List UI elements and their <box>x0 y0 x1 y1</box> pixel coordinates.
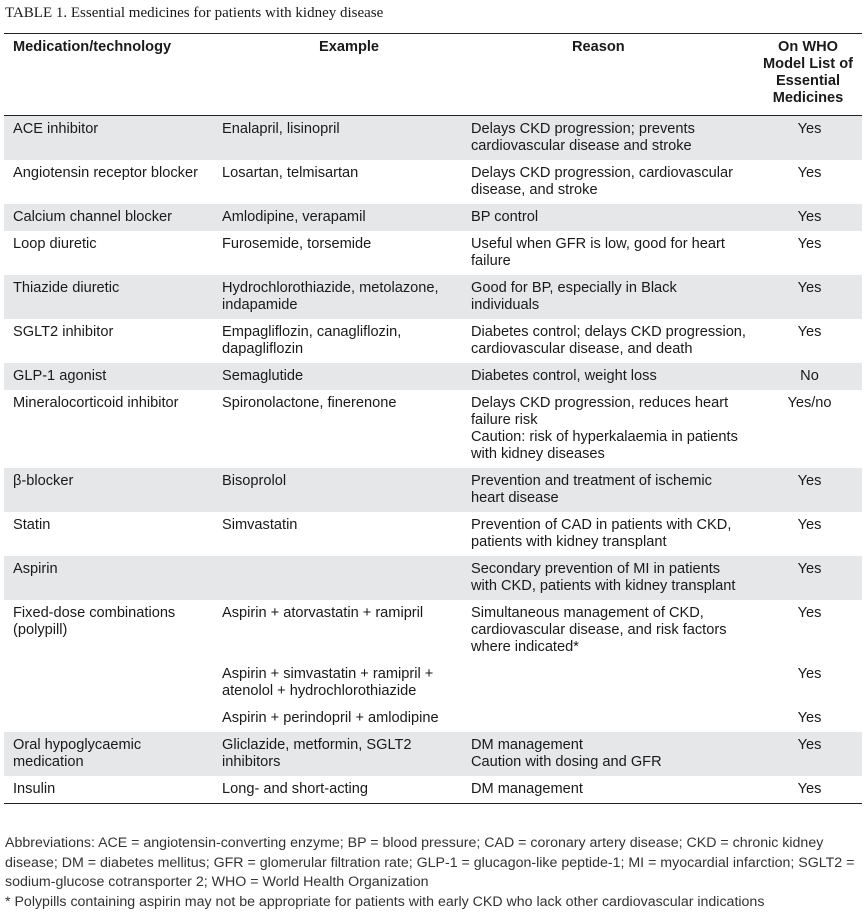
reason-cell: Useful when GFR is low, good for heart failure <box>471 236 725 269</box>
table-row <box>4 363 862 390</box>
medication-cell: ACE inhibitor <box>4 116 213 161</box>
medication-cell: Statin <box>13 517 51 533</box>
medication-cell: β-blocker <box>4 468 213 512</box>
who-cell: Yes <box>797 324 822 340</box>
who-cell: Yes <box>754 116 862 161</box>
header-medication: Medication/technology <box>4 34 213 116</box>
example-cell: Aspirin + perindopril + amlodipine <box>222 710 439 726</box>
medication-cell: Aspirin <box>4 556 213 600</box>
example-cell: Bisoprolol <box>213 468 462 512</box>
table-row <box>4 390 862 468</box>
who-cell: Yes <box>797 165 822 181</box>
table-row <box>4 732 862 776</box>
header-example: Example <box>213 34 462 116</box>
example-cell: Gliclazide, metformin, SGLT2 inhibitors <box>213 732 462 776</box>
who-cell: Yes <box>754 204 862 231</box>
example-cell <box>213 556 462 600</box>
who-cell: Yes <box>754 556 862 600</box>
medication-cell: Oral hypoglycaemic medication <box>4 732 213 776</box>
medication-cell: Angiotensin receptor blocker <box>13 165 198 181</box>
medication-cell: Insulin <box>4 776 213 804</box>
medication-cell <box>4 661 213 705</box>
table-row <box>4 231 862 275</box>
table-row <box>4 204 862 231</box>
medication-cell: GLP-1 agonist <box>4 363 213 390</box>
medication-cell: Mineralocorticoid inhibitor <box>13 395 179 411</box>
example-cell: Simvastatin <box>222 517 298 533</box>
reason-cell: Delays CKD progression, cardiovascular disease, and stroke <box>471 165 733 198</box>
polypill-footnote: * Polypills containing aspirin may not be appropriate for patients with early CKD who lack other cardiovascular indications <box>5 893 765 910</box>
who-cell: Yes <box>797 236 822 252</box>
example-cell: Losartan, telmisartan <box>222 165 359 181</box>
header-row <box>4 34 862 116</box>
who-cell: Yes <box>754 776 862 804</box>
reason-cell <box>462 732 754 776</box>
table-row <box>4 275 862 319</box>
header-reason: Reason <box>462 34 754 116</box>
example-cell: Hydrochlorothiazide, metolazone, indapamide <box>213 275 462 319</box>
example-cell: Aspirin + simvastatin + ramipril + atenolol + hydrochlorothiazide <box>222 666 434 699</box>
reason-cell <box>462 705 754 732</box>
table-row <box>4 600 862 661</box>
who-cell: No <box>754 363 862 390</box>
example-cell: Furosemide, torsemide <box>222 236 372 252</box>
table-caption: TABLE 1. Essential medicines for patients with kidney disease <box>5 5 384 21</box>
medicines-table <box>4 33 862 804</box>
table-row <box>4 319 862 363</box>
table-row <box>4 468 862 512</box>
reason-caution-line: Caution with dosing and GFR <box>471 754 662 770</box>
table-row <box>4 705 862 732</box>
reason-cell: Diabetes control; delays CKD progression, cardiovascular disease, and death <box>471 324 746 357</box>
medication-cell: Loop diuretic <box>13 236 97 252</box>
reason-cell: Good for BP, especially in Black individuals <box>462 275 754 319</box>
reason-cell: Diabetes control, weight loss <box>462 363 754 390</box>
who-cell: Yes <box>797 666 822 682</box>
who-cell: Yes/no <box>787 395 832 411</box>
header-who-list: On WHO Model List of Essential Medicines <box>754 34 862 116</box>
table-row <box>4 160 862 204</box>
reason-cell: Prevention and treatment of ischemic heart disease <box>462 468 754 512</box>
who-cell: Yes <box>754 468 862 512</box>
example-cell: Aspirin + atorvastatin + ramipril <box>222 605 424 621</box>
table-row <box>4 116 862 161</box>
example-cell: Spironolactone, finerenone <box>222 395 397 411</box>
example-cell: Long- and short-acting <box>213 776 462 804</box>
table-row <box>4 556 862 600</box>
example-cell: Enalapril, lisinopril <box>213 116 462 161</box>
reason-cell <box>462 661 754 705</box>
who-cell: Yes <box>797 710 822 726</box>
reason-cell: Secondary prevention of MI in patients with CKD, patients with kidney transplant <box>462 556 754 600</box>
medication-cell: Calcium channel blocker <box>4 204 213 231</box>
medication-cell: Thiazide diuretic <box>4 275 213 319</box>
example-cell: Semaglutide <box>213 363 462 390</box>
table-row <box>4 512 862 556</box>
table-row <box>4 661 862 705</box>
medication-cell: Fixed-dose combinations (polypill) <box>13 605 176 638</box>
reason-cell: DM management <box>462 776 754 804</box>
medication-cell <box>4 705 213 732</box>
table-notes <box>5 834 863 912</box>
reason-cell: BP control <box>462 204 754 231</box>
reason-cell: Prevention of CAD in patients with CKD, patients with kidney transplant <box>471 517 732 550</box>
example-cell: Empagliflozin, canagliflozin, dapagliflozin <box>222 324 402 357</box>
who-cell: Yes <box>754 732 862 776</box>
abbreviations-note: Abbreviations: ACE = angiotensin-converting enzyme; BP = blood pressure; CAD = coronary artery disease; CKD = chronic kidney disease; DM = diabetes mellitus; GFR = glomerular filtration rate; GLP-1 = glucagon-like peptide-1; MI = myocardial infarction; SGLT2 = sodium-glucose cotransporter 2; WHO = World Health Organization <box>5 835 855 890</box>
reason-caution-line: Caution: risk of hyperkalaemia in patients with kidney diseases <box>471 429 738 462</box>
who-cell: Yes <box>797 517 822 533</box>
medication-cell: SGLT2 inhibitor <box>13 324 114 340</box>
reason-line: DM management <box>471 737 583 753</box>
table-row <box>4 776 862 804</box>
reason-cell: Simultaneous management of CKD, cardiovascular disease, and risk factors where indicated* <box>471 605 727 655</box>
who-cell: Yes <box>754 275 862 319</box>
reason-line: Delays CKD progression, reduces heart failure risk <box>471 395 729 428</box>
example-cell: Amlodipine, verapamil <box>213 204 462 231</box>
reason-cell <box>462 390 754 468</box>
who-cell: Yes <box>797 605 822 621</box>
reason-cell: Delays CKD progression; prevents cardiovascular disease and stroke <box>462 116 754 161</box>
